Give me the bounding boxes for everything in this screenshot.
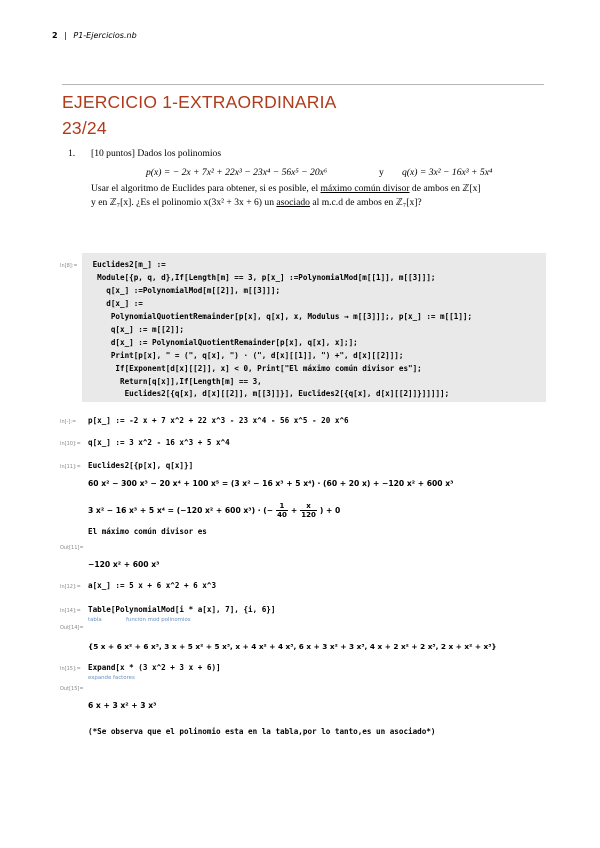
code-line: Module[{p, q, d},If[Length[m] == 3, p[x_] :=PolynomialMod[m[[1]], m[[3]]]; — [88, 273, 436, 282]
input-cell-table[interactable]: Table[PolynomialMod[i * a[x], 7], {i, 6}] — [88, 605, 276, 614]
code-line: If[Exponent[d[x][[2]], x] < 0, Print["El máximo común divisor es"]; — [88, 364, 422, 373]
mcd-link: máximo común divisor — [320, 183, 410, 194]
polynomial-q: q(x) = 3x² − 16x³ + 5x⁴ — [402, 167, 493, 178]
input-cell-q[interactable]: q[x_] := 3 x^2 - 16 x^3 + 5 x^4 — [88, 438, 230, 447]
page-header — [52, 31, 137, 40]
autocomplete-hint-polymod: función mod polinomios — [126, 617, 191, 623]
fraction-denominator: 120 — [301, 511, 316, 519]
conjunction-y: y — [379, 167, 384, 178]
code-line: Print[p[x], " = (", q[x], ") · (", d[x][[1]], ") +", d[x][[2]]]; — [88, 351, 404, 360]
autocomplete-hint-tabla: tabla — [88, 617, 102, 623]
input-label-14: In[14]:= — [60, 608, 81, 614]
fraction-numerator: 1 — [279, 502, 285, 510]
print-text: + — [290, 506, 298, 515]
input-cell-expand[interactable]: Expand[x * (3 x^2 + 3 x + 6)] — [88, 663, 221, 672]
input-label-9: In[-]:= — [60, 419, 77, 425]
code-cell-euclides[interactable] — [82, 253, 546, 402]
problem-text-line1 — [91, 183, 481, 194]
code-line: q[x_] := m[[2]]; — [88, 325, 185, 334]
problem-heading — [91, 148, 221, 159]
input-label-8: In[8]:= — [60, 263, 78, 269]
fraction-x-120 — [300, 502, 317, 519]
section-subtitle: 23/24 — [62, 118, 107, 138]
problem-number: 1. — [68, 148, 76, 159]
output-label-11: Out[11]= — [60, 545, 84, 551]
header-separator: | — [64, 31, 67, 40]
section-title: EJERCICIO 1-EXTRAORDINARIA — [62, 92, 337, 112]
code-line: Euclides2[m_] := — [88, 260, 166, 269]
problem-text-part: Usar el algoritmo de Euclides para obtener, si es posible, el — [91, 183, 321, 194]
problem-intro: Dados los polinomios — [137, 148, 222, 159]
fraction-1-40 — [276, 502, 288, 519]
print-output-step1: 60 x² − 300 x³ − 20 x⁴ + 100 x⁵ = (3 x² − 16 x³ + 5 x⁴) · (60 + 20 x) + −120 x² + 600 x³ — [88, 479, 454, 488]
input-cell-p[interactable]: p[x_] := -2 x + 7 x^2 + 22 x^3 - 23 x^4 - 56 x^5 - 20 x^6 — [88, 416, 349, 425]
code-line: Euclides2[{q[x], d[x][[2]], m[[3]]}], Euclides2[{q[x], d[x][[2]]}]]]]]; — [88, 389, 450, 398]
input-label-15: In[15]:= — [60, 666, 81, 672]
input-cell-a[interactable]: a[x_] := 5 x + 6 x^2 + 6 x^3 — [88, 581, 217, 590]
print-text: ) + 0 — [319, 506, 341, 515]
fraction-denominator: 40 — [277, 511, 287, 519]
code-line: q[x_] :=PolynomialMod[m[[2]], m[[3]]]; — [88, 286, 281, 295]
problem-text-part: y en ℤ₇[x]. ¿Es el polinomio x(3x² + 3x + 6) un — [91, 197, 277, 208]
output-table: {5 x + 6 x² + 6 x³, 3 x + 5 x² + 5 x³, x + 4 x² + 4 x³, 6 x + 3 x² + 3 x³, 4 x + 2 x² + 2 x³, 2 x + x² + x³} — [88, 642, 497, 651]
print-output-mcd-text: El máximo común divisor es — [88, 527, 207, 536]
output-label-14: Out[14]= — [60, 625, 84, 631]
problem-text-line2 — [91, 197, 422, 208]
problem-text-part: de ambos en ℤ[x] — [409, 183, 481, 194]
input-label-12: In[12]:= — [60, 584, 81, 590]
page-number: 2 — [52, 31, 58, 40]
polynomial-p: p(x) = − 2x + 7x² + 22x³ − 23x⁴ − 56x⁵ − 20x⁶ — [146, 167, 328, 178]
fraction-numerator: x — [306, 502, 311, 510]
asociado-link: asociado — [276, 197, 310, 208]
autocomplete-hint-expand: expande factores — [88, 675, 135, 681]
print-text: 3 x² − 16 x³ + 5 x⁴ = (−120 x² + 600 x³) · (− — [88, 506, 274, 515]
print-output-step2 — [88, 502, 340, 519]
problem-points: [10 puntos] — [91, 148, 135, 159]
problem-text-part: al m.c.d de ambos en ℤ₇[x]? — [309, 197, 422, 208]
comment-line: (*Se observa que el polinomio esta en la tabla,por lo tanto,es un asociado*) — [88, 727, 436, 736]
code-line: d[x_] := — [88, 299, 143, 308]
output-mcd: −120 x² + 600 x³ — [88, 560, 160, 569]
code-line: Return[q[x]],If[Length[m] == 3, — [88, 377, 262, 386]
header-divider — [62, 84, 544, 85]
input-cell-euclides-call[interactable]: Euclides2[{p[x], q[x]}] — [88, 461, 194, 470]
output-expand: 6 x + 3 x² + 3 x³ — [88, 701, 157, 710]
output-label-15: Out[15]= — [60, 686, 84, 692]
input-label-11: In[11]:= — [60, 464, 81, 470]
code-line: d[x_] := PolynomialQuotientRemainder[p[x], q[x], x];]; — [88, 338, 358, 347]
code-line: PolynomialQuotientRemainder[p[x], q[x], x, Modulus → m[[3]]];, p[x_] := m[[1]]; — [88, 312, 473, 321]
input-label-10: In[10]:= — [60, 441, 81, 447]
notebook-filename: P1-Ejercicios.nb — [73, 31, 137, 40]
